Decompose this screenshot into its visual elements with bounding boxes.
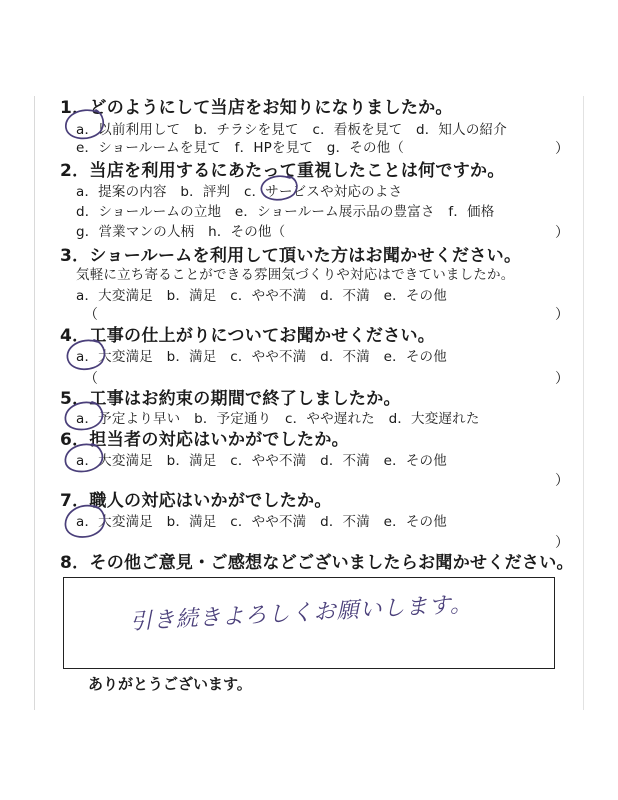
question-6-options: a．大変満足 b．満足 c．やや不満 d．不満 e．その他 (76, 453, 447, 469)
question-8-title: 8．その他ご意見・ご感想などございましたらお聞かせください。 (60, 553, 574, 573)
question-4-title: 4．工事の仕上がりについてお聞かせください。 (60, 326, 436, 346)
question-1-close-paren: ） (555, 141, 569, 157)
question-7-close-paren: ） (555, 535, 569, 551)
question-7-title: 7．職人の対応はいかがでしたか。 (60, 491, 332, 511)
question-4-close-paren: ） (555, 371, 569, 387)
question-2-close-paren: ） (555, 225, 569, 241)
question-3-open-paren: （ (84, 307, 98, 323)
question-2-options-row1: a．提案の内容 b．評判 c．サービスや対応のよさ (76, 184, 403, 200)
question-1-options-row2: e．ショールームを見て f．HPを見て g．その他（ (76, 140, 405, 156)
question-2-title: 2．当店を利用するにあたって重視したことは何ですか。 (60, 161, 505, 181)
question-3-title: 3．ショールームを利用して頂いた方はお聞かせください。 (60, 246, 522, 266)
question-5-options: a．予定より早い b．予定通り c．やや遅れた d．大変遅れた (76, 411, 480, 427)
question-3-subtext: 気軽に立ち寄ることができる雰囲気づくりや対応はできていましたか。 (76, 267, 515, 283)
question-7-options: a．大変満足 b．満足 c．やや不満 d．不満 e．その他 (76, 514, 447, 530)
handwritten-comment: 引き続きよろしくお願いします。 (129, 592, 474, 635)
question-2-options-row2: d．ショールームの立地 e．ショールーム展示品の豊富さ f．価格 (76, 204, 495, 220)
question-1-options-row1: a．以前利用して b．チラシを見て c．看板を見て d．知人の紹介 (76, 122, 507, 138)
question-4-open-paren: （ (84, 371, 98, 387)
question-6-title: 6．担当者の対応はいかがでしたか。 (60, 430, 349, 450)
question-6-close-paren: ） (555, 473, 569, 489)
closing-message: ありがとうございます。 (88, 675, 252, 693)
question-2-options-row3: g．営業マンの人柄 h．その他（ (76, 224, 286, 240)
question-4-options: a．大変満足 b．満足 c．やや不満 d．不満 e．その他 (76, 349, 447, 365)
question-3-options: a．大変満足 b．満足 c．やや不満 d．不満 e．その他 (76, 288, 447, 304)
question-3-close-paren: ） (555, 307, 569, 323)
question-1-title: 1．どのようにして当店をお知りになりましたか。 (60, 98, 453, 118)
question-5-title: 5．工事はお約束の期間で終了しましたか。 (60, 389, 401, 409)
